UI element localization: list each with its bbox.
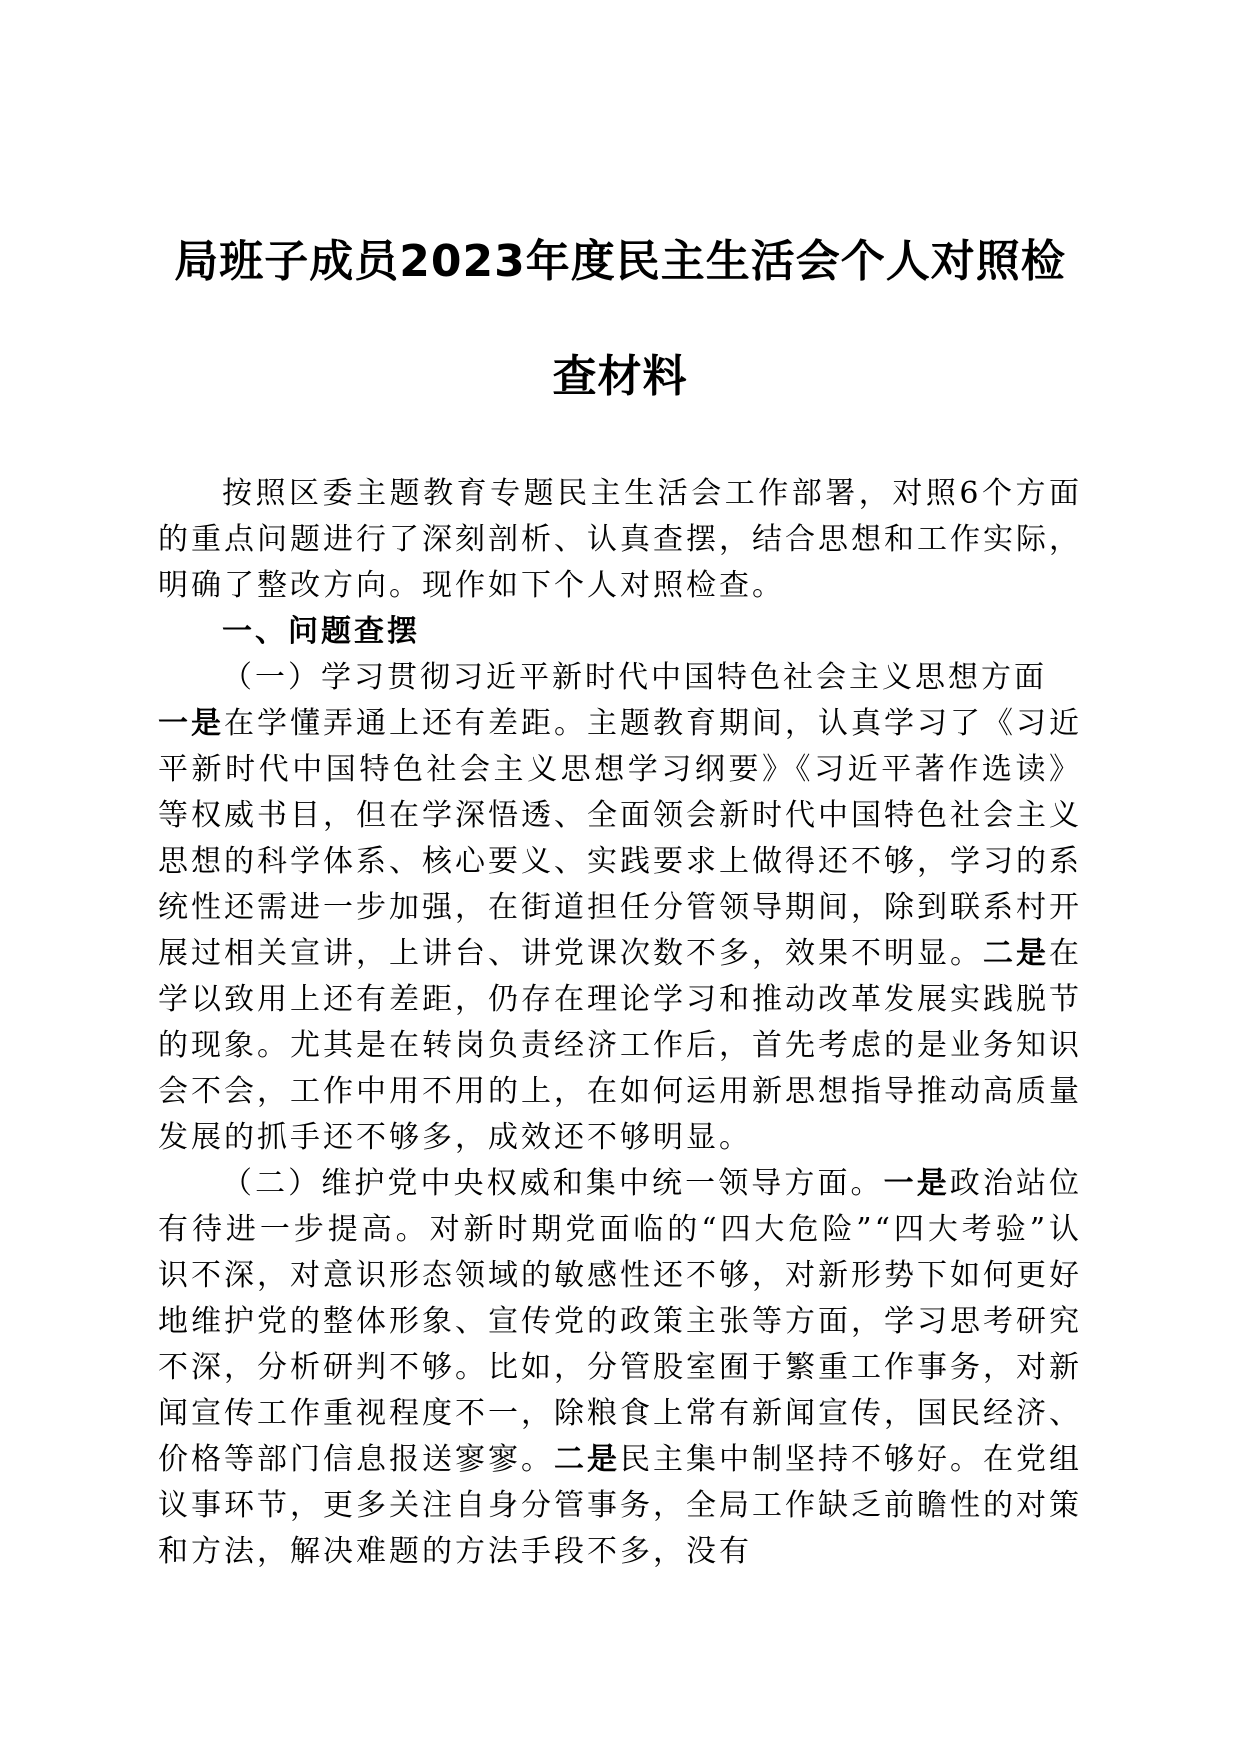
paragraph-1-1 <box>158 701 1082 1161</box>
point-text-1: 在学懂弄通上还有差距。主题教育期间，认真学习了《习近平新时代中国特色社会主义思想学习纲要》《习近平著作选读》等权威书目，但在学深悟透、全面领会新时代中国特色社会主义思想的科学体系、核心要义、实践要求上做得还不够，学习的系统性还需进一步加强，在街道担任分管领导期间，除到联系村开展过相关宣讲，上讲台、讲党课次数不多，效果不明显。 <box>158 706 1082 971</box>
document-title-line-2: 查材料 <box>552 351 688 402</box>
point-text-4: 民主集中制坚持不够好。在党组议事环节，更多关注自身分管事务，全局工作缺乏前瞻性的对策和方法，解决难题的方法手段不多，没有 <box>158 1442 1082 1569</box>
document-body <box>158 471 1082 1575</box>
point-label-3: 一是 <box>883 1166 950 1201</box>
subsection-heading-2: （二）维护党中央权威和集中统一领导方面。 <box>222 1166 884 1201</box>
intro-paragraph: 按照区委主题教育专题民主生活会工作部署，对照6个方面的重点问题进行了深刻剖析、认真查摆，结合思想和工作实际，明确了整改方向。现作如下个人对照检查。 <box>158 476 1082 603</box>
point-label-1: 一是 <box>158 706 224 741</box>
point-label-4: 二是 <box>554 1442 620 1477</box>
subsection-heading-1: （一）学习贯彻习近平新时代中国特色社会主义思想方面 <box>222 660 1047 695</box>
section-heading-problems: 一、问题查摆 <box>222 614 420 649</box>
point-label-2: 二是 <box>983 936 1049 971</box>
document-title-line-1: 局班子成员2023年度民主生活会个人对照检 <box>174 236 1066 287</box>
point-text-2: 在学以致用上还有差距，仍存在理论学习和推动改革发展实践脱节的现象。尤其是在转岗负责经济工作后，首先考虑的是业务知识会不会，工作中用不用的上，在如何运用新思想指导推动高质量发展的抓手还不够多，成效还不够明显。 <box>158 936 1082 1155</box>
paragraph-2 <box>158 1161 1082 1575</box>
point-text-3: 政治站位有待进一步提高。对新时期党面临的“四大危险”“四大考验”认识不深，对意识形态领域的敏感性还不够，对新形势下如何更好地维护党的整体形象、宣传党的政策主张等方面，学习思考研究不深，分析研判不够。比如，分管股室囿于繁重工作事务，对新闻宣传工作重视程度不一，除粮食上常有新闻宣传，国民经济、价格等部门信息报送寥寥。 <box>158 1166 1083 1477</box>
